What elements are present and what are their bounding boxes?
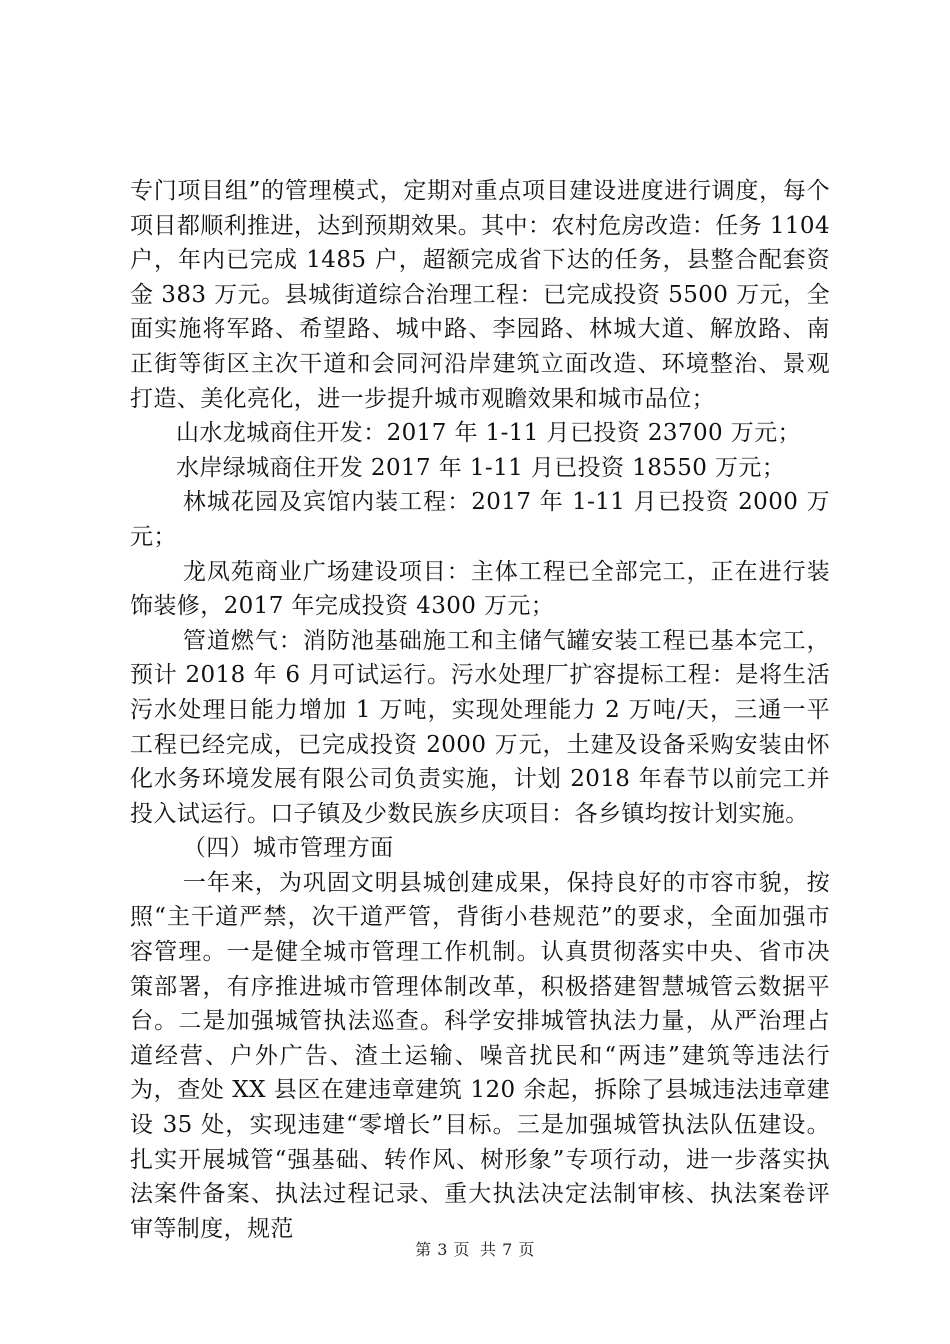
paragraph-lincheng-garden: 林城花园及宾馆内装工程：2017 年 1-11 月已投资 2000 万元；	[130, 489, 830, 550]
paragraph-shuian-lvcheng: 水岸绿城商住开发 2017 年 1-11 月已投资 18550 万元；	[176, 454, 786, 481]
document-body	[130, 174, 830, 1246]
paragraph-longfengyuan-plaza: 龙凤苑商业广场建设项目：主体工程已全部完工，正在进行装饰装修，2017 年完成投资 4300 万元；	[130, 558, 830, 620]
page-total: 共 7 页	[480, 1240, 535, 1259]
paragraph-shanshui-longcheng: 山水龙城商住开发：2017 年 1-11 月已投资 23700 万元；	[176, 420, 801, 447]
page-footer	[0, 1240, 950, 1260]
paragraph-gas-and-sewage: 管道燃气：消防池基础施工和主储气罐安装工程已基本完工，预计 2018 年 6 月可试运行。污水处理厂扩容提标工程：是将生活污水处理日能力增加 1 万吨，实现处理能力 2 万吨/天，三通一平工程已经完成，已完成投资 2000 万元，土建及设备采购安装由怀化水务环境发展有限公司负责实施，计划 2018 年春节以前完工并投入试运行。口子镇及少数民族乡庆项目：各乡镇均按计划实施。	[130, 627, 830, 827]
section-heading-city-management: （四）城市管理方面	[182, 835, 394, 862]
page-number: 第 3 页	[415, 1240, 470, 1259]
paragraph-city-management: 一年来，为巩固文明县城创建成果，保持良好的市容市貌，按照“主干道严禁，次干道严管，背街小巷规范”的要求，全面加强市容管理。一是健全城市管理工作机制。认真贯彻落实中央、省市决策部署，有序推进城市管理体制改革，积极搭建智慧城管云数据平台。二是加强城管执法巡查。科学安排城管执法力量，从严治理占道经营、户外广告、渣土运输、噪音扰民和“两违”建筑等违法行为，查处 XX 县区在建违章建筑 120 余起，拆除了县城违法违章建设 35 处，实现违建“零增长”目标。三是加强城管执法队伍建设。扎实开展城管“强基础、转作风、树形象”专项行动，进一步落实执法案件备案、执法过程记录、重大执法决定法制审核、执法案卷评审等制度，规范	[130, 869, 830, 1242]
paragraph-key-projects: 专门项目组”的管理模式，定期对重点项目建设进度进行调度，每个项目都顺利推进，达到预期效果。其中：农村危房改造：任务 1104 户，年内已完成 1485 户，超额完成省下达的任务，县整合配套资金 383 万元。县城街道综合治理工程：已完成投资 5500 万元，全面实施将军路、希望路、城中路、李园路、林城大道、解放路、南正街等街区主次干道和会同河沿岸建筑立面改造、环境整治、景观打造、美化亮化，进一步提升城市观瞻效果和城市品位；	[130, 178, 830, 412]
